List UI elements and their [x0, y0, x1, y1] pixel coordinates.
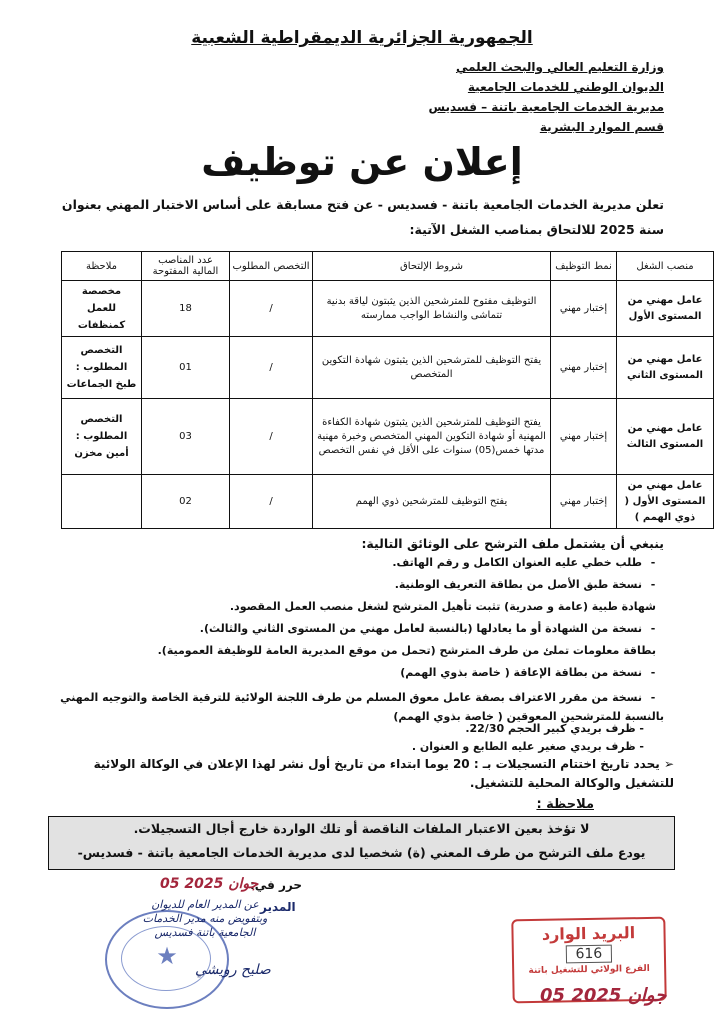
signature-date: 05 جوان 2025	[160, 876, 259, 892]
list-item: - طلب خطي عليه العنوان الكامل و رقم الهاتف.	[24, 552, 664, 574]
cell-post: عامل مهني من المستوى الأول ( ذوي الهمم )	[617, 475, 714, 529]
stamp-number: 616	[566, 945, 612, 964]
documents-title: ينبغي أن يشتمل ملف الترشح على الوثائق التالية:	[361, 536, 664, 551]
table-row	[62, 281, 714, 337]
registration-deadline	[54, 755, 674, 793]
delegation-line: وبتفويض منه مدير الخدمات	[142, 912, 268, 925]
header-count: عدد المناصب المالية المفتوحة	[142, 252, 230, 281]
done-at-label: حرر في:	[250, 878, 302, 892]
table-row	[62, 337, 714, 399]
envelope-item-small: - ظرف بريدي صغير عليه الطابع و العنوان .	[411, 740, 644, 753]
cell-specialty: /	[230, 475, 313, 529]
announcement-title: إعلان عن توظيف	[201, 140, 523, 184]
cell-note: مخصصة للعمل كمنظفات	[62, 281, 142, 337]
cell-post: عامل مهني من المستوى الثاني	[617, 337, 714, 399]
intro-line-1: تعلن مديرية الخدمات الجامعية باتنة - فسديس - عن فتح مسابقة على أساس الاختبار المهني بعنوان	[61, 197, 664, 212]
table-row	[62, 399, 714, 475]
cell-note	[62, 475, 142, 529]
stamp-agency: الفرع الولائي للتشغيل باتنة	[528, 963, 650, 977]
remark-line-2: يودع ملف الترشح من طرف المعني (ة) شخصيا لدى مديرية الخدمات الجامعية باتنة - فسديس-	[77, 845, 646, 860]
cell-mode: إختبار مهني	[551, 399, 617, 475]
table-row	[62, 475, 714, 529]
jobs-table	[61, 251, 714, 529]
envelope-small-text: ظرف بريدي صغير عليه الطابع و العنوان .	[411, 740, 636, 753]
cell-count: 18	[142, 281, 230, 337]
delegation-stamp	[120, 898, 290, 940]
list-item: - نسخة من بطاقة الإعاقة ( خاصة بذوي الهمم)	[24, 662, 664, 684]
star-icon: ★	[156, 942, 178, 970]
cell-count: 01	[142, 337, 230, 399]
delegation-line: عن المدير العام للديوان	[151, 898, 259, 911]
ministry-name: وزارة التعليم العالي والبحث العلمي	[455, 60, 664, 74]
remark-line-1: لا تؤخذ بعين الاعتبار الملفات الناقصة أو تلك الواردة خارج أجال التسجيلات.	[133, 821, 590, 836]
table-header-row	[62, 252, 714, 281]
intro-line-2: سنة 2025 للالتحاق بمناصب الشغل الآتية:	[409, 222, 664, 237]
envelope-item-large: - ظرف بريدي كبير الحجم 22/30.	[465, 722, 644, 735]
list-item: بطاقة معلومات تملئ من طرف المترشح (تحمل من موقع المديرية العامة للوظيفة العمومية).	[157, 644, 656, 657]
cell-note: التخصص المطلوب : أمين مخزن	[62, 399, 142, 475]
cell-note: التخصص المطلوب : طبخ الجماعات	[62, 337, 142, 399]
cell-count: 03	[142, 399, 230, 475]
cell-mode: إختبار مهني	[551, 281, 617, 337]
cell-mode: إختبار مهني	[551, 337, 617, 399]
envelope-large-text: ظرف بريدي كبير الحجم 22/30.	[465, 722, 636, 735]
header-mode: نمط التوظيف	[551, 252, 617, 281]
list-item: - نسخة من الشهادة أو ما يعادلها (بالنسبة لعامل مهني من المستوى الثاني والثالث).	[24, 618, 664, 640]
header-conditions: شروط الإلتحاق	[313, 252, 551, 281]
delegation-line: الجامعية باتنة فسديس	[154, 926, 256, 939]
cell-specialty: /	[230, 281, 313, 337]
remarks-box	[48, 816, 675, 870]
remarks-label: ملاحظة :	[536, 797, 594, 812]
cell-count: 02	[142, 475, 230, 529]
list-item: - نسخة من مقرر الاعتراف بصفة عامل معوق المسلم من طرف اللجنة الولائية للترقية الخاصة والتوجيه المهني بالنسبة للمترشحين المعوقين ( خاصة بذوي الهمم)	[24, 684, 664, 726]
cell-conditions: يفتح التوظيف للمترشحين ذوي الهمم	[313, 475, 551, 529]
cell-conditions: التوظيف مفتوح للمترشحين الذين يثبتون لياقة بدنية تتماشى والنشاط الواجب ممارسته	[313, 281, 551, 337]
director-title: المدير	[260, 900, 296, 914]
header-specialty: التخصص المطلوب	[230, 252, 313, 281]
department-name: قسم الموارد البشرية	[539, 120, 664, 134]
cell-post: عامل مهني من المستوى الثالث	[617, 399, 714, 475]
republic-title: الجمهورية الجزائرية الديمقراطية الشعبية	[191, 28, 533, 48]
cell-post: عامل مهني من المستوى الأول	[617, 281, 714, 337]
documents-list	[24, 552, 664, 726]
cell-specialty: /	[230, 399, 313, 475]
directorate-name: مديرية الخدمات الجامعية باتنة – فسديس	[428, 100, 664, 114]
list-item: - نسخة طبق الأصل من بطاقة التعريف الوطنية.	[24, 574, 664, 596]
office-name: الديوان الوطني للخدمات الجامعية	[467, 80, 664, 94]
signatory-name: صليح رويشي	[195, 962, 271, 978]
cell-specialty: /	[230, 337, 313, 399]
header-post: منصب الشغل	[617, 252, 714, 281]
cell-conditions: يفتح التوظيف للمترشحين الذين يثبتون شهادة التكوين المتخصص	[313, 337, 551, 399]
cell-mode: إختبار مهني	[551, 475, 617, 529]
deadline-text: يحدد تاريخ اختتام التسجيلات بـ : 20 يوما ابتداء من تاريخ أول نشر لهذا الإعلان في الوكالة الولائية للتشغيل والوكالة المحلية للتشغيل.	[93, 757, 674, 790]
stamp-date: 05 جوان 2025	[540, 985, 667, 1006]
arrow-bullet-icon: ➢	[659, 757, 674, 771]
stamp-title: البريد الوارد	[541, 923, 636, 944]
header-note: ملاحظة	[62, 252, 142, 281]
cell-conditions: يفتح التوظيف للمترشحين الذين يثبتون شهادة الكفاءة المهنية أو شهادة التكوين المهني المتخصص وخبرة مهنية مدتها خمس(05) سنوات على الأقل في نفس التخصص	[313, 399, 551, 475]
list-item: شهادة طبية (عامة و صدرية) تثبت تأهيل المترشح لشغل منصب العمل المقصود.	[229, 600, 656, 613]
